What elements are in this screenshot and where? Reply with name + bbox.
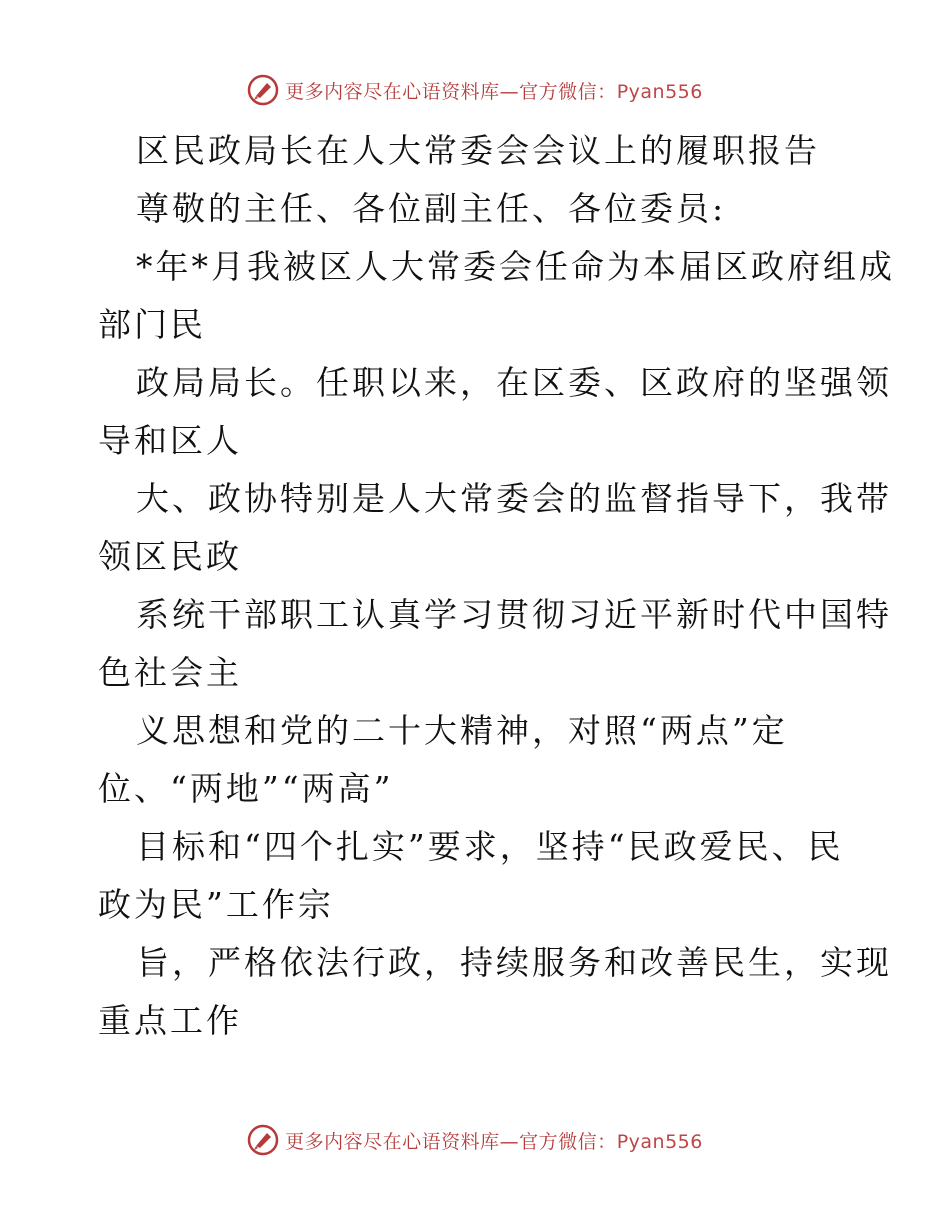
text-line: 旨，严格依法行政，持续服务和改善民生，实现	[136, 943, 892, 982]
document-body	[98, 122, 895, 1050]
banner-wechat-label: 官方微信：	[519, 80, 617, 103]
text-line: 色社会主	[98, 653, 242, 692]
text-line: 位、“两地”“两高”	[98, 769, 394, 808]
banner-wechat-id: Pyan556	[616, 80, 703, 103]
text-line: 部门民	[98, 305, 206, 344]
text-line: 尊敬的主任、各位副主任、各位委员:	[136, 189, 727, 228]
banner-separator: —	[499, 1130, 520, 1153]
text-line: 系统干部职工认真学习贯彻习近平新时代中国特	[136, 595, 892, 634]
pen-logo-icon	[247, 74, 279, 106]
text-line: 政局局长。任职以来，在区委、区政府的坚强领	[136, 363, 892, 402]
text-line: 大、政协特别是人大常委会的监督指导下，我带	[136, 479, 892, 518]
banner-wechat-id: Pyan556	[616, 1130, 703, 1153]
banner-separator: —	[499, 80, 520, 103]
text-line: 区民政局长在人大常委会会议上的履职报告	[136, 131, 820, 170]
text-line: *年*月我被区人大常委会任命为本届区政府组成	[136, 247, 895, 286]
footer-banner	[0, 1120, 950, 1160]
banner-site: 更多内容尽在心语资料库	[285, 80, 500, 103]
text-line: 领区民政	[98, 537, 242, 576]
text-line: 重点工作	[98, 1001, 242, 1040]
text-line: 义思想和党的二十大精神，对照“两点”定	[136, 711, 788, 750]
banner-wechat-label: 官方微信：	[519, 1130, 617, 1153]
banner-site: 更多内容尽在心语资料库	[285, 1130, 500, 1153]
text-line: 目标和“四个扎实”要求，坚持“民政爱民、民	[136, 827, 844, 866]
header-banner	[0, 70, 950, 110]
text-line: 政为民”工作宗	[98, 885, 334, 924]
pen-logo-icon	[247, 1124, 279, 1156]
text-line: 导和区人	[98, 421, 242, 460]
banner-text	[285, 1127, 703, 1154]
banner-text	[285, 77, 703, 104]
